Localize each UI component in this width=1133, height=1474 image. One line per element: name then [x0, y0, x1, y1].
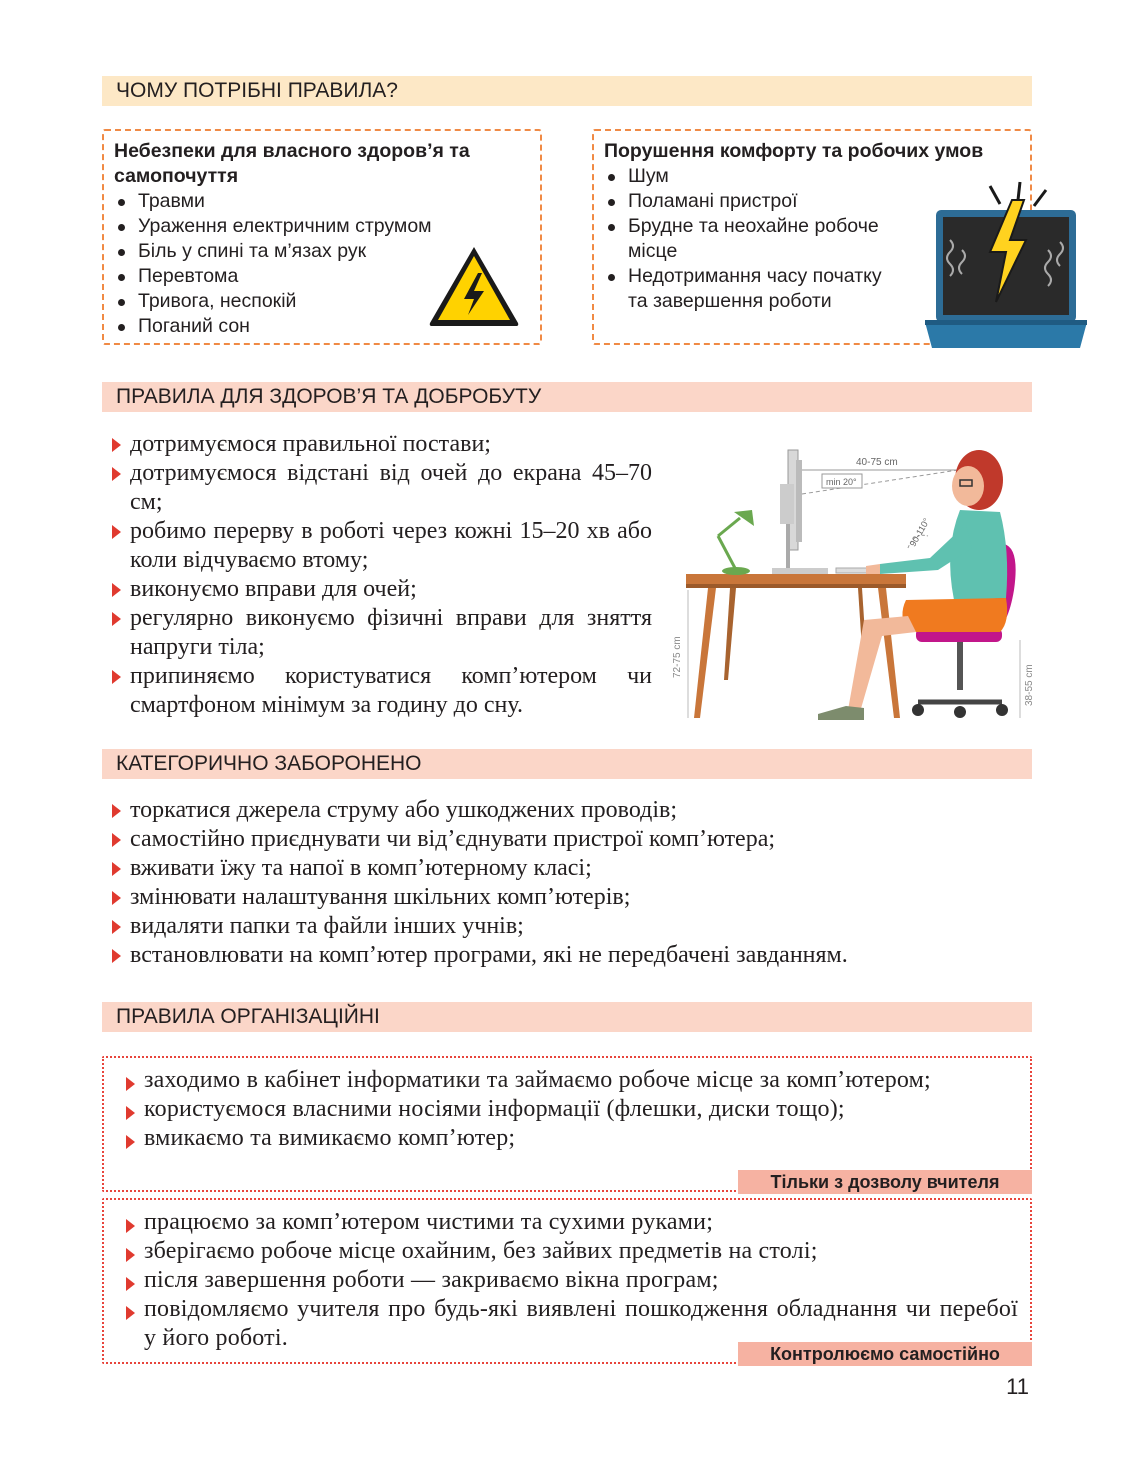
section-header-forbidden: [102, 749, 1032, 779]
self-control-list: [104, 1200, 1030, 1353]
elbow-angle-label: 90-110°: [907, 516, 932, 549]
seat-height-label: 38-55 cm: [1024, 664, 1035, 706]
list-item: Травми: [114, 189, 530, 214]
self-control-tag: Контролюємо самостійно: [738, 1342, 1032, 1366]
list-item: Біль у спині та м’язах рук: [114, 239, 530, 264]
list-item: регулярно виконуємо фізичні вправи для зняття напруги тіла;: [104, 604, 652, 662]
self-control-box: [102, 1198, 1032, 1364]
list-item: встановлювати на комп’ютер програми, які не передбачені завданням.: [104, 941, 1032, 970]
list-item: Недотримання часу початку та завершення роботи: [604, 264, 904, 314]
teacher-permission-list: [104, 1058, 1030, 1153]
list-item: Тривога, неспокій: [114, 289, 530, 314]
teacher-permission-tag: Тільки з дозволу вчителя: [738, 1170, 1032, 1194]
list-item: вживати їжу та напої в комп’ютерному класі;: [104, 854, 1032, 883]
list-item: зберігаємо робоче місце охайним, без зайвих предметів на столі;: [118, 1237, 1018, 1266]
list-item: самостійно приєднувати чи від’єднувати пристрої комп’ютера;: [104, 825, 1032, 854]
list-item: Поламані пристрої: [604, 189, 904, 214]
list-item: торкатися джерела струму або ушкоджених проводів;: [104, 796, 1032, 825]
list-item: дотримуємося правильної постави;: [104, 430, 652, 459]
distance-label: 40-75 cm: [856, 457, 898, 468]
list-item: Перевтома: [114, 264, 530, 289]
list-item: користуємося власними носіями інформації (флешки, диски тощо);: [118, 1095, 1018, 1124]
list-item: повідомляємо учителя про будь-які виявлені пошкодження обладнання чи перебої у його роботі.: [118, 1295, 1018, 1353]
section-header-health-rules: [102, 382, 1032, 412]
list-item: вмикаємо та вимикаємо комп’ютер;: [118, 1124, 1018, 1153]
list-item: припиняємо користуватися комп’ютером чи смартфоном мінімум за годину до сну.: [104, 662, 652, 720]
section-title: ПРАВИЛА ДЛЯ ЗДОРОВ’Я ТА ДОБРОБУТУ: [116, 385, 542, 408]
list-item: змінювати налаштування шкільних комп’ютерів;: [104, 883, 1032, 912]
ergonomic-posture-illustration: [668, 440, 1038, 725]
list-item: робимо перерву в роботі через кожні 15–20 хв або коли відчуваємо втому;: [104, 517, 652, 575]
health-rules-list: [104, 430, 652, 720]
list-item: Ураження електричним струмом: [114, 214, 530, 239]
section-title: КАТЕГОРИЧНО ЗАБОРОНЕНО: [116, 752, 422, 775]
list-item: дотримуємося відстані від очей до екрана 45–70 см;: [104, 459, 652, 517]
section-title: ЧОМУ ПОТРІБНІ ПРАВИЛА?: [116, 79, 398, 102]
high-voltage-warning-icon: [426, 243, 522, 329]
angle-label: min 20°: [826, 477, 857, 487]
comfort-list: [604, 164, 904, 314]
list-item: працюємо за комп’ютером чистими та сухими руками;: [118, 1208, 1018, 1237]
list-item: Поганий сон: [114, 314, 530, 339]
comfort-title: Порушення комфорту та робочих умов: [604, 140, 984, 162]
list-item: виконуємо вправи для очей;: [104, 575, 652, 604]
hazards-box: [102, 129, 542, 345]
page-number: 11: [1006, 1374, 1029, 1399]
list-item: заходимо в кабінет інформатики та займаємо робоче місце за комп’ютером;: [118, 1066, 1018, 1095]
teacher-permission-box: [102, 1056, 1032, 1192]
broken-laptop-icon: [920, 180, 1090, 352]
section-title: ПРАВИЛА ОРГАНІЗАЦІЙНІ: [116, 1005, 380, 1028]
desk-height-label: 72-75 cm: [672, 636, 683, 678]
list-item: видаляти папки та файли інших учнів;: [104, 912, 1032, 941]
list-item: Шум: [604, 164, 904, 189]
list-item: Брудне та неохайне робоче місце: [604, 214, 904, 264]
section-header-organizational: [102, 1002, 1032, 1032]
forbidden-list: [104, 796, 1032, 970]
list-item: після завершення роботи — закриваємо вікна програм;: [118, 1266, 1018, 1295]
section-header-why-rules: [102, 76, 1032, 106]
hazards-title: Небезпеки для власного здоров’я та самопочуття: [114, 140, 470, 187]
